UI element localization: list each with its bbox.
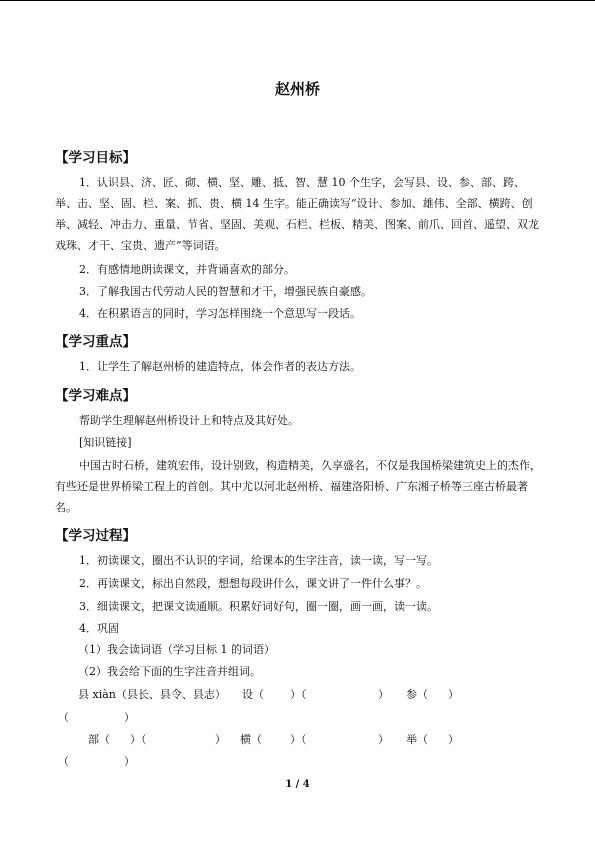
row1-can-close: ） — [448, 688, 459, 701]
row2-bu: 部（ — [88, 733, 110, 746]
row2-paren2: ）（ — [290, 733, 307, 746]
goal-item-4: 4．在积累语言的同时，学习怎样围绕一个意思写一段话。 — [79, 307, 361, 320]
row2-close: ） — [215, 733, 226, 746]
row1-can: 参（ — [406, 688, 428, 701]
knowledge-link-label: [知识链接] — [79, 436, 132, 449]
row2-ju-close: ） — [448, 733, 459, 746]
goal-item-3: 3．了解我国古代劳动人民的智慧和才干，增强民族自豪感。 — [79, 285, 372, 298]
knowledge-link-text: 中国古时石桥，建筑宏伟，设计别致，构造精美，久享盛名，不仅是我国桥梁建筑史上的杰作，有些还是世界桥梁工程上的首创。其中尤以河北赵州桥、福建洛阳桥、广东湘子桥等三座古桥最著名。 — [55, 459, 541, 514]
row1-xian: 县 xiàn（县长、县令、县志） — [78, 688, 226, 701]
row2-paren: ）（ — [130, 733, 147, 746]
process-item-4: 4．巩固 — [79, 622, 119, 635]
goal-item-2: 2．有感情地朗读课文，并背诵喜欢的部分。 — [79, 263, 295, 276]
row1-she: 设（ — [242, 688, 264, 701]
heading-goals: 【学习目标】 — [55, 150, 136, 166]
difficult-text: 帮助学生理解赵州桥设计上和特点及其好处。 — [79, 414, 299, 427]
goal-item-1: 1．认识县、济、匠、砌、横、坚、雕、抵、智、慧 10 个生字，会写县、设、参、部、跨、举、击、坚、固、栏、案、抓、贵、横 14 生字。能正确读写“设计、参加、雄伟、全部、横跨、创举、减轻、冲击力、重量、节省、坚固、美观、石栏、栏板、精美、图案、前爪、回首、遥望、双龙戏珠、才干、宝贵、遗产”等词语。 — [55, 176, 539, 252]
row2-open3: （ — [58, 755, 69, 768]
heading-process: 【学习过程】 — [55, 528, 136, 544]
key-item-1: 1．让学生了解赵州桥的建造特点，体会作者的表达方法。 — [79, 360, 361, 373]
row1-paren: ）（ — [290, 688, 307, 701]
row1-close2: ） — [124, 711, 135, 724]
row2-heng: 横（ — [240, 733, 262, 746]
process-item-2: 2．再读课文，标出自然段，想想每段讲什么，课文讲了一件什么事？。 — [79, 577, 427, 590]
sub-item-2: （2）我会给下面的生字注音并组词。 — [78, 665, 261, 678]
heading-key: 【学习重点】 — [55, 334, 136, 350]
row2-close3: ） — [124, 755, 135, 768]
process-item-1: 1．初读课文，圈出不认识的字词，给课本的生字注音，读一读，写一写。 — [79, 554, 438, 567]
header-rule — [0, 0, 595, 1]
row2-close2: ） — [378, 733, 389, 746]
document-title: 赵州桥 — [274, 80, 320, 98]
row1-open2: （ — [58, 711, 69, 724]
sub-item-1: （1）我会读词语（学习目标 1 的词语） — [78, 643, 275, 656]
page-number: 1 / 4 — [285, 779, 310, 790]
heading-difficult: 【学习难点】 — [55, 388, 136, 404]
row1-close: ） — [378, 688, 389, 701]
row2-ju: 举（ — [406, 733, 428, 746]
process-item-3: 3．细读课文，把课文读通顺。积累好词好句，圈一圈，画一画，读一读。 — [79, 600, 438, 613]
